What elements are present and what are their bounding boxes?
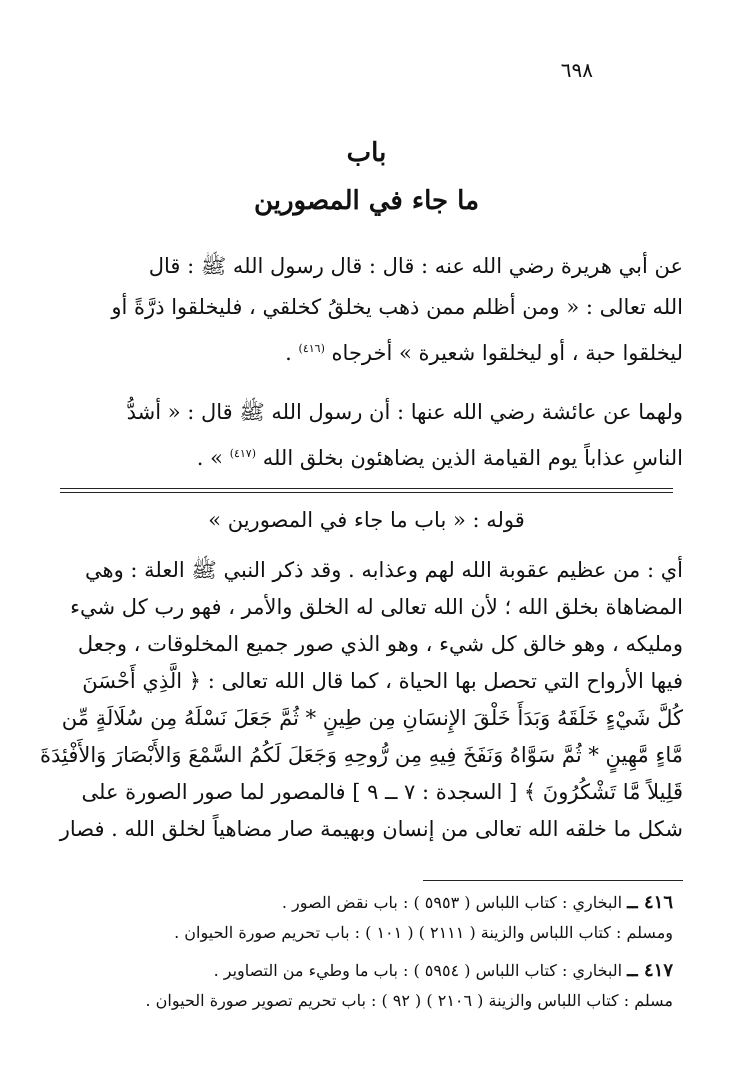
text-line: الله تعالى : « ومن أظلم ممن ذهب يخلقُ كخلقي ، فليخلقوا ذرَّةً أو <box>111 295 683 319</box>
text-line: عن أبي هريرة رضي الله عنه : قال : قال رسول الله ﷺ : قال <box>148 254 683 278</box>
spacer <box>40 948 673 956</box>
footnote-line <box>40 888 673 918</box>
chapter-heading: باب <box>346 138 387 168</box>
section-divider <box>60 488 673 493</box>
footnote-line: ومسلم : كتاب اللباس والزينة ( ٢١١١ ) ( ١٠١ ) : باب تحريم صورة الحيوان . <box>174 923 673 942</box>
hadith-aisha <box>40 392 683 474</box>
text-segment: » . <box>196 446 223 470</box>
text-line: أي : من عظيم عقوبة الله لهم وعذابه . وقد ذكر النبي ﷺ العلة : وهي <box>85 558 683 582</box>
page-number: ٦٩٨ <box>560 58 593 82</box>
footnote-ref: (٤١٧) <box>229 447 257 460</box>
text-segment: ليخلقوا حبة ، أو ليخلقوا شعيرة » أخرجاه <box>331 341 683 365</box>
footnote-line <box>40 956 673 986</box>
footnote-line: مسلم : كتاب اللباس والزينة ( ٢١٠٦ ) ( ٩٢ ) : باب تحريم تصوير صورة الحيوان . <box>145 991 673 1010</box>
text-line: قَلِيلاً مَّا تَشْكُرُونَ ﴾ [ السجدة : ٧ ــ ٩ ] فالمصور لما صور الصورة على <box>81 780 683 804</box>
commentary-heading: قوله : « باب ما جاء في المصورين » <box>208 508 525 532</box>
footnote-ref: (٤١٦) <box>298 342 325 355</box>
footnotes <box>40 888 673 1016</box>
text-line: فيها الأرواح التي تحصل بها الحياة ، كما قال الله تعالى : ﴿ الَّذِي أَحْسَنَ <box>82 669 683 693</box>
hadith-abu-hurayra <box>40 246 683 369</box>
footnote-number: ٤١٧ ــ <box>627 960 673 981</box>
text-line: كُلَّ شَيْءٍ خَلَقَهُ وَبَدَأَ خَلْقَ الإِنسَانِ مِن طِينٍ * ثُمَّ جَعَلَ نَسْلَهُ مِن سُلَالَةٍ مِّن <box>61 706 683 730</box>
text-line: مَّاءٍ مَّهِينٍ * ثُمَّ سَوَّاهُ وَنَفَخَ فِيهِ مِن رُّوحِهِ وَجَعَلَ لَكُمُ السَّمْعَ وَالأَبْصَارَ وَالأَفْئِدَةَ <box>40 743 683 767</box>
footnote-text: البخاري : كتاب اللباس ( ٥٩٥٣ ) : باب نقض الصور . <box>281 893 623 912</box>
text-line: ومليكه ، وهو خالق كل شيء ، وهو الذي صور جميع المخلوقات ، وجعل <box>77 632 683 656</box>
text-line <box>40 328 683 369</box>
footnote-number: ٤١٦ ــ <box>627 892 673 913</box>
text-segment: الناسِ عذاباً يوم القيامة الذين يضاهئون بخلق الله <box>262 446 683 470</box>
footnote-text: البخاري : كتاب اللباس ( ٥٩٥٤ ) : باب ما وطيء من التصاوير . <box>213 961 623 980</box>
text-line <box>40 433 683 474</box>
text-segment: . <box>285 341 292 365</box>
text-line: المضاهاة بخلق الله ؛ لأن الله تعالى له الخلق والأمر ، فهو رب كل شيء <box>70 595 683 619</box>
text-line: ولهما عن عائشة رضي الله عنها : أن رسول الله ﷺ قال : « أشدُّ <box>126 400 683 424</box>
commentary-body <box>40 552 683 848</box>
text-line: شكل ما خلقه الله تعالى من إنسان وبهيمة صار مضاهياً لخلق الله . فصار <box>59 817 683 841</box>
footnote-divider <box>423 880 683 881</box>
chapter-title: ما جاء في المصورين <box>253 186 480 216</box>
